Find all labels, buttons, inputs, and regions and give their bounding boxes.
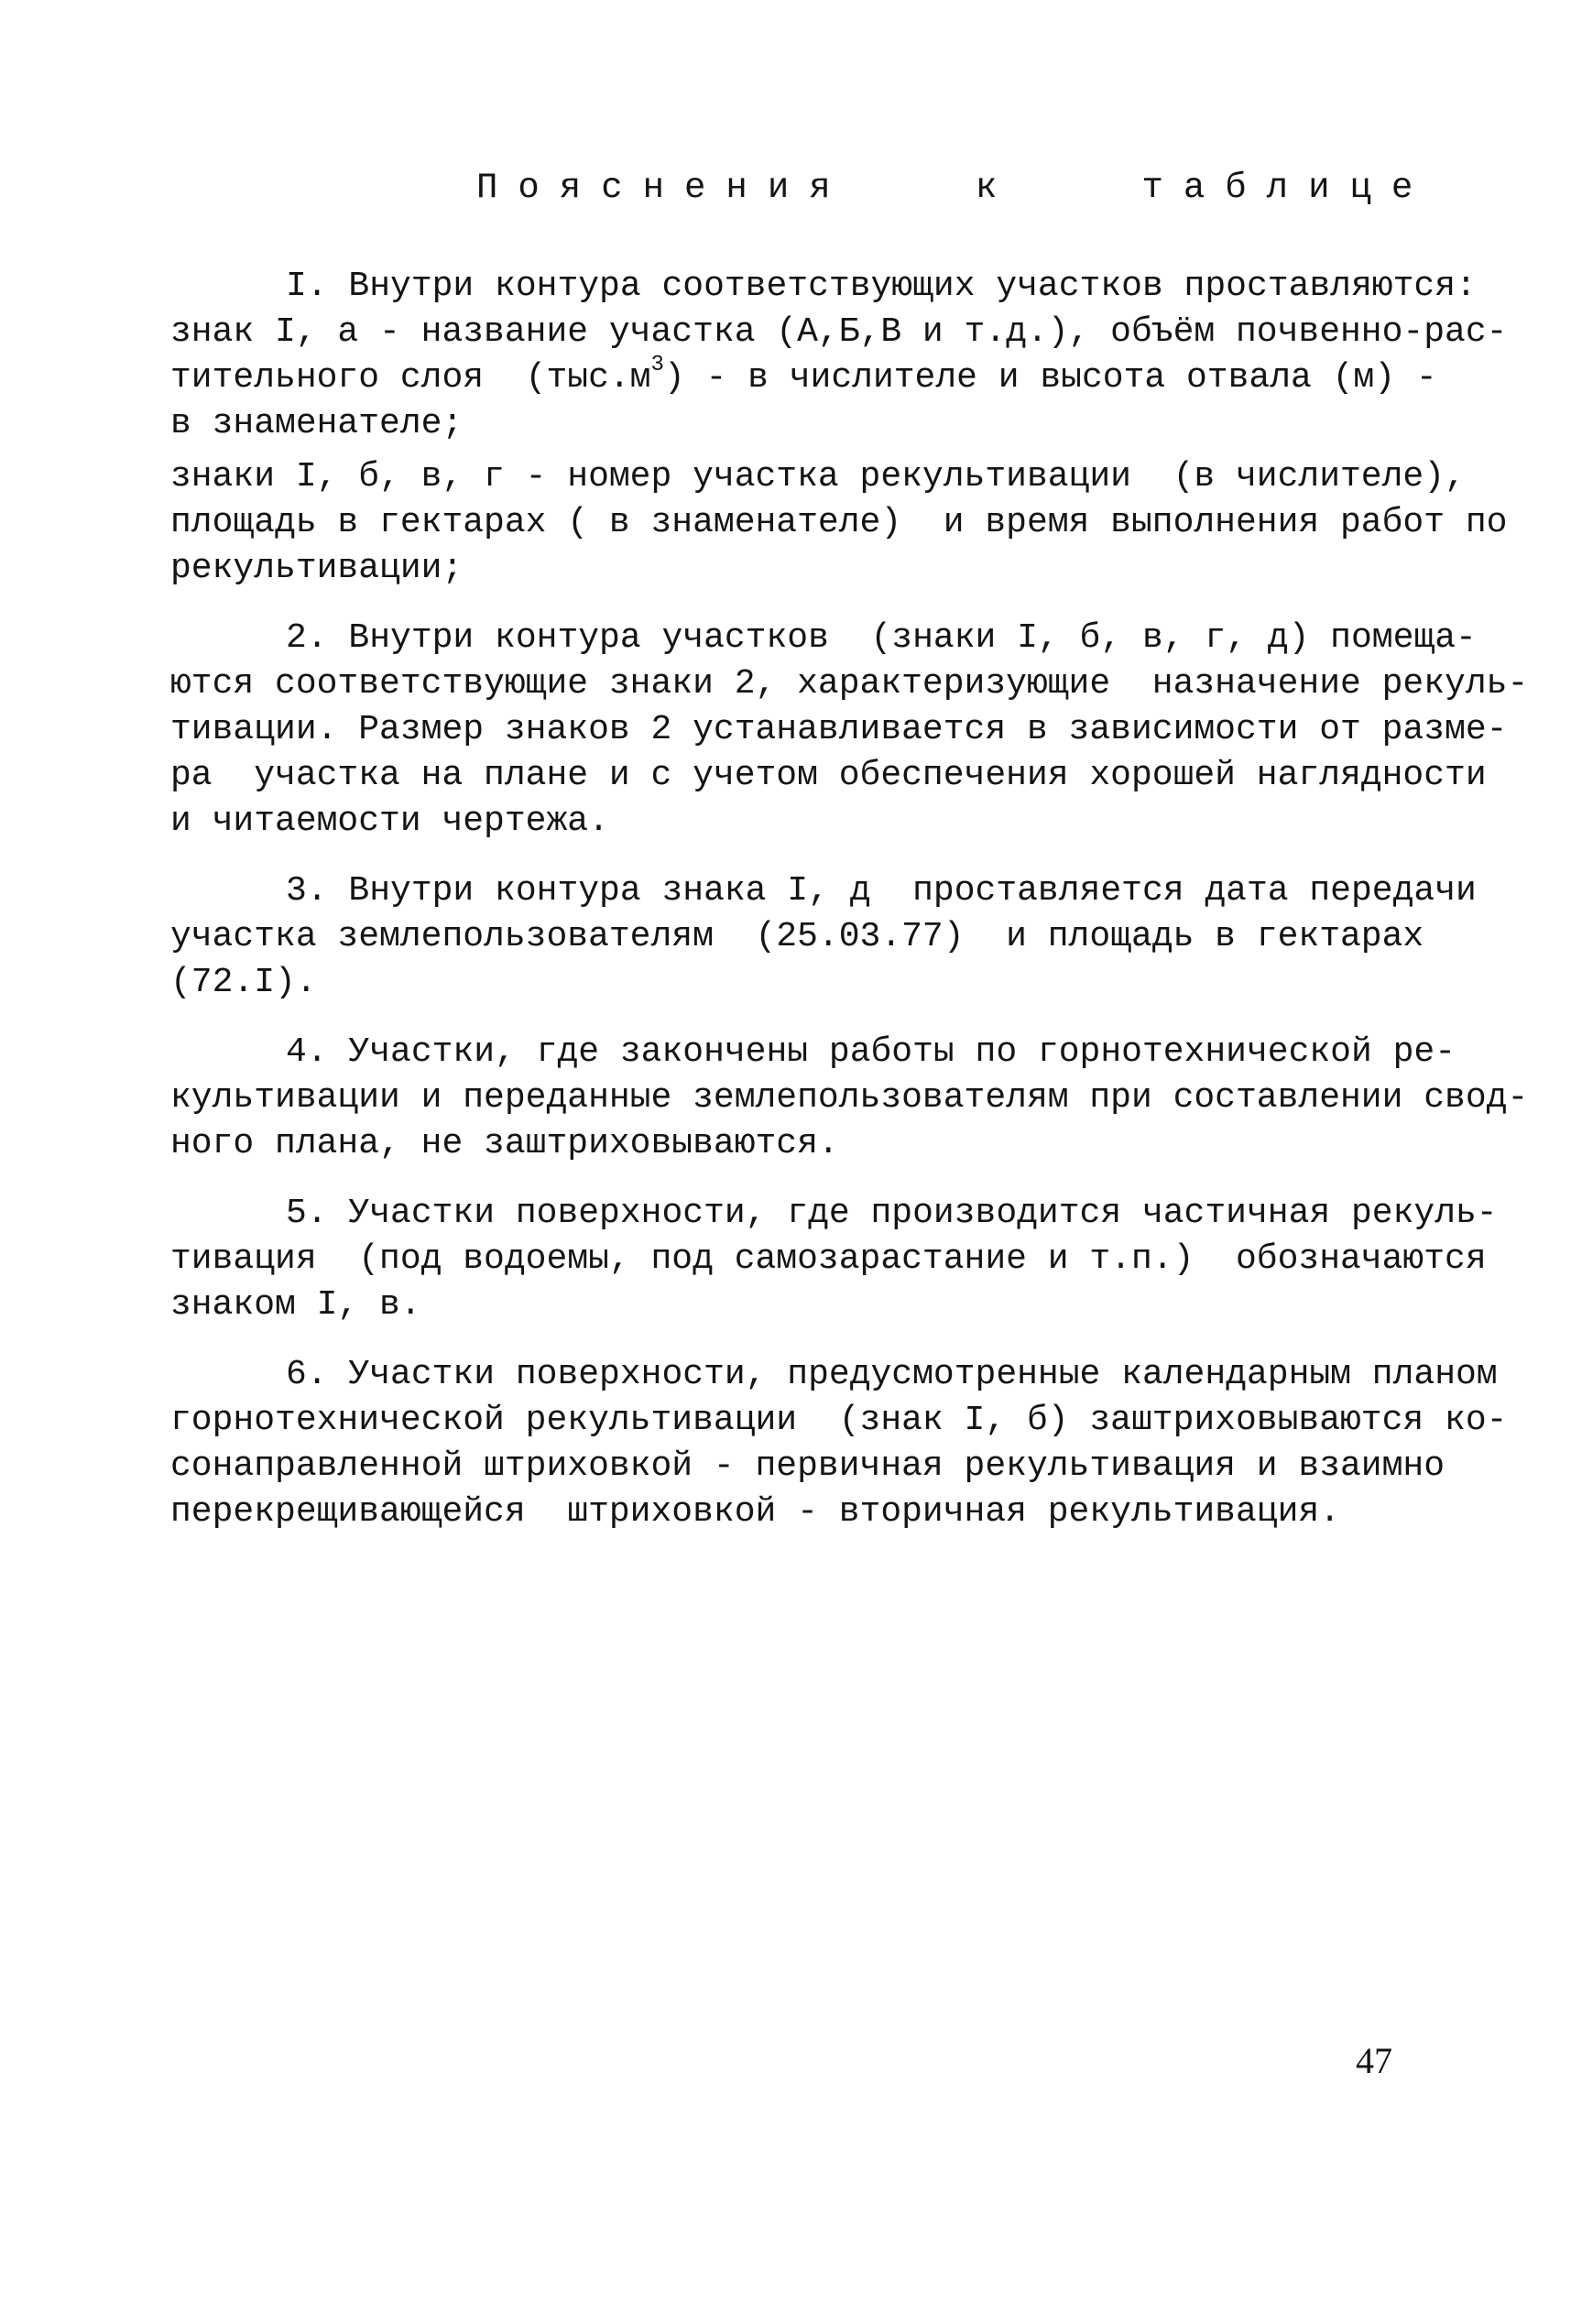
note-6-line-2: горнотехнической рекультивации (знак I, б) заштриховываются ко- (170, 1401, 1508, 1440)
page-number: 47 (1356, 2040, 1392, 2081)
note-4-line-1: 4. Участки, где закончены работы по горнотехнической ре- (286, 1032, 1456, 1072)
note-2-line-4: ра участка на плане и с учетом обеспечения хорошей наглядности (170, 756, 1487, 795)
note-1-line-7: рекультивации; (170, 549, 464, 588)
note-1-line-2: знак I, а - название участка (А,Б,В и т.д.), объём почвенно-рас- (170, 312, 1508, 352)
note-5-line-2: тивация (под водоемы, под самозарастание и т.п.) обозначаются (170, 1239, 1487, 1279)
note-1-line-3-text: тительного слоя (тыс.м (170, 358, 651, 398)
note-5-line-1: 5. Участки поверхности, где производится частичная рекуль- (286, 1194, 1498, 1233)
note-6-line-4: перекрещивающейся штриховкой - вторичная рекультивация. (170, 1492, 1341, 1532)
note-1-line-3 (170, 355, 1437, 401)
note-1-line-6: площадь в гектарах ( в знаменателе) и время выполнения работ по (170, 503, 1508, 542)
superscript-3: 3 (650, 353, 664, 378)
note-6-line-1: 6. Участки поверхности, предусмотренные календарным планом (286, 1355, 1498, 1394)
note-3-line-1: 3. Внутри контура знака I, д проставляется дата передачи (286, 871, 1477, 911)
note-5-line-3: знаком I, в. (170, 1285, 421, 1325)
note-3-line-3: (72.I). (170, 963, 317, 1002)
note-6-line-3: сонаправленной штриховкой - первичная рекультивация и взаимно (170, 1446, 1446, 1486)
note-1-line-1: I. Внутри контура соответствующих участков проставляются: (286, 267, 1477, 306)
note-1-line-3-rest: ) - в числителе и высота отвала (м) - (663, 358, 1437, 398)
note-2-line-5: и читаемости чертежа. (170, 802, 609, 841)
note-2-line-2: ются соответствующие знаки 2, характеризующие назначение рекуль- (170, 664, 1529, 704)
note-2-line-3: тивации. Размер знаков 2 устанавливается в зависимости от разме- (170, 710, 1508, 749)
note-2-line-1: 2. Внутри контура участков (знаки I, б, в, г, д) помеща- (286, 618, 1477, 658)
note-1-line-5: знаки I, б, в, г - номер участка рекультивации (в числителе), (170, 457, 1466, 496)
note-4-line-3: ного плана, не заштриховываются. (170, 1124, 839, 1163)
note-1-line-4: в знаменателе; (170, 404, 464, 443)
note-4-line-2: культивации и переданные землепользователям при составлении свод- (170, 1078, 1529, 1118)
page-title: Пояснения к таблице (476, 168, 1434, 208)
note-3-line-2: участка землепользователям (25.03.77) и площадь в гектарах (170, 917, 1424, 956)
